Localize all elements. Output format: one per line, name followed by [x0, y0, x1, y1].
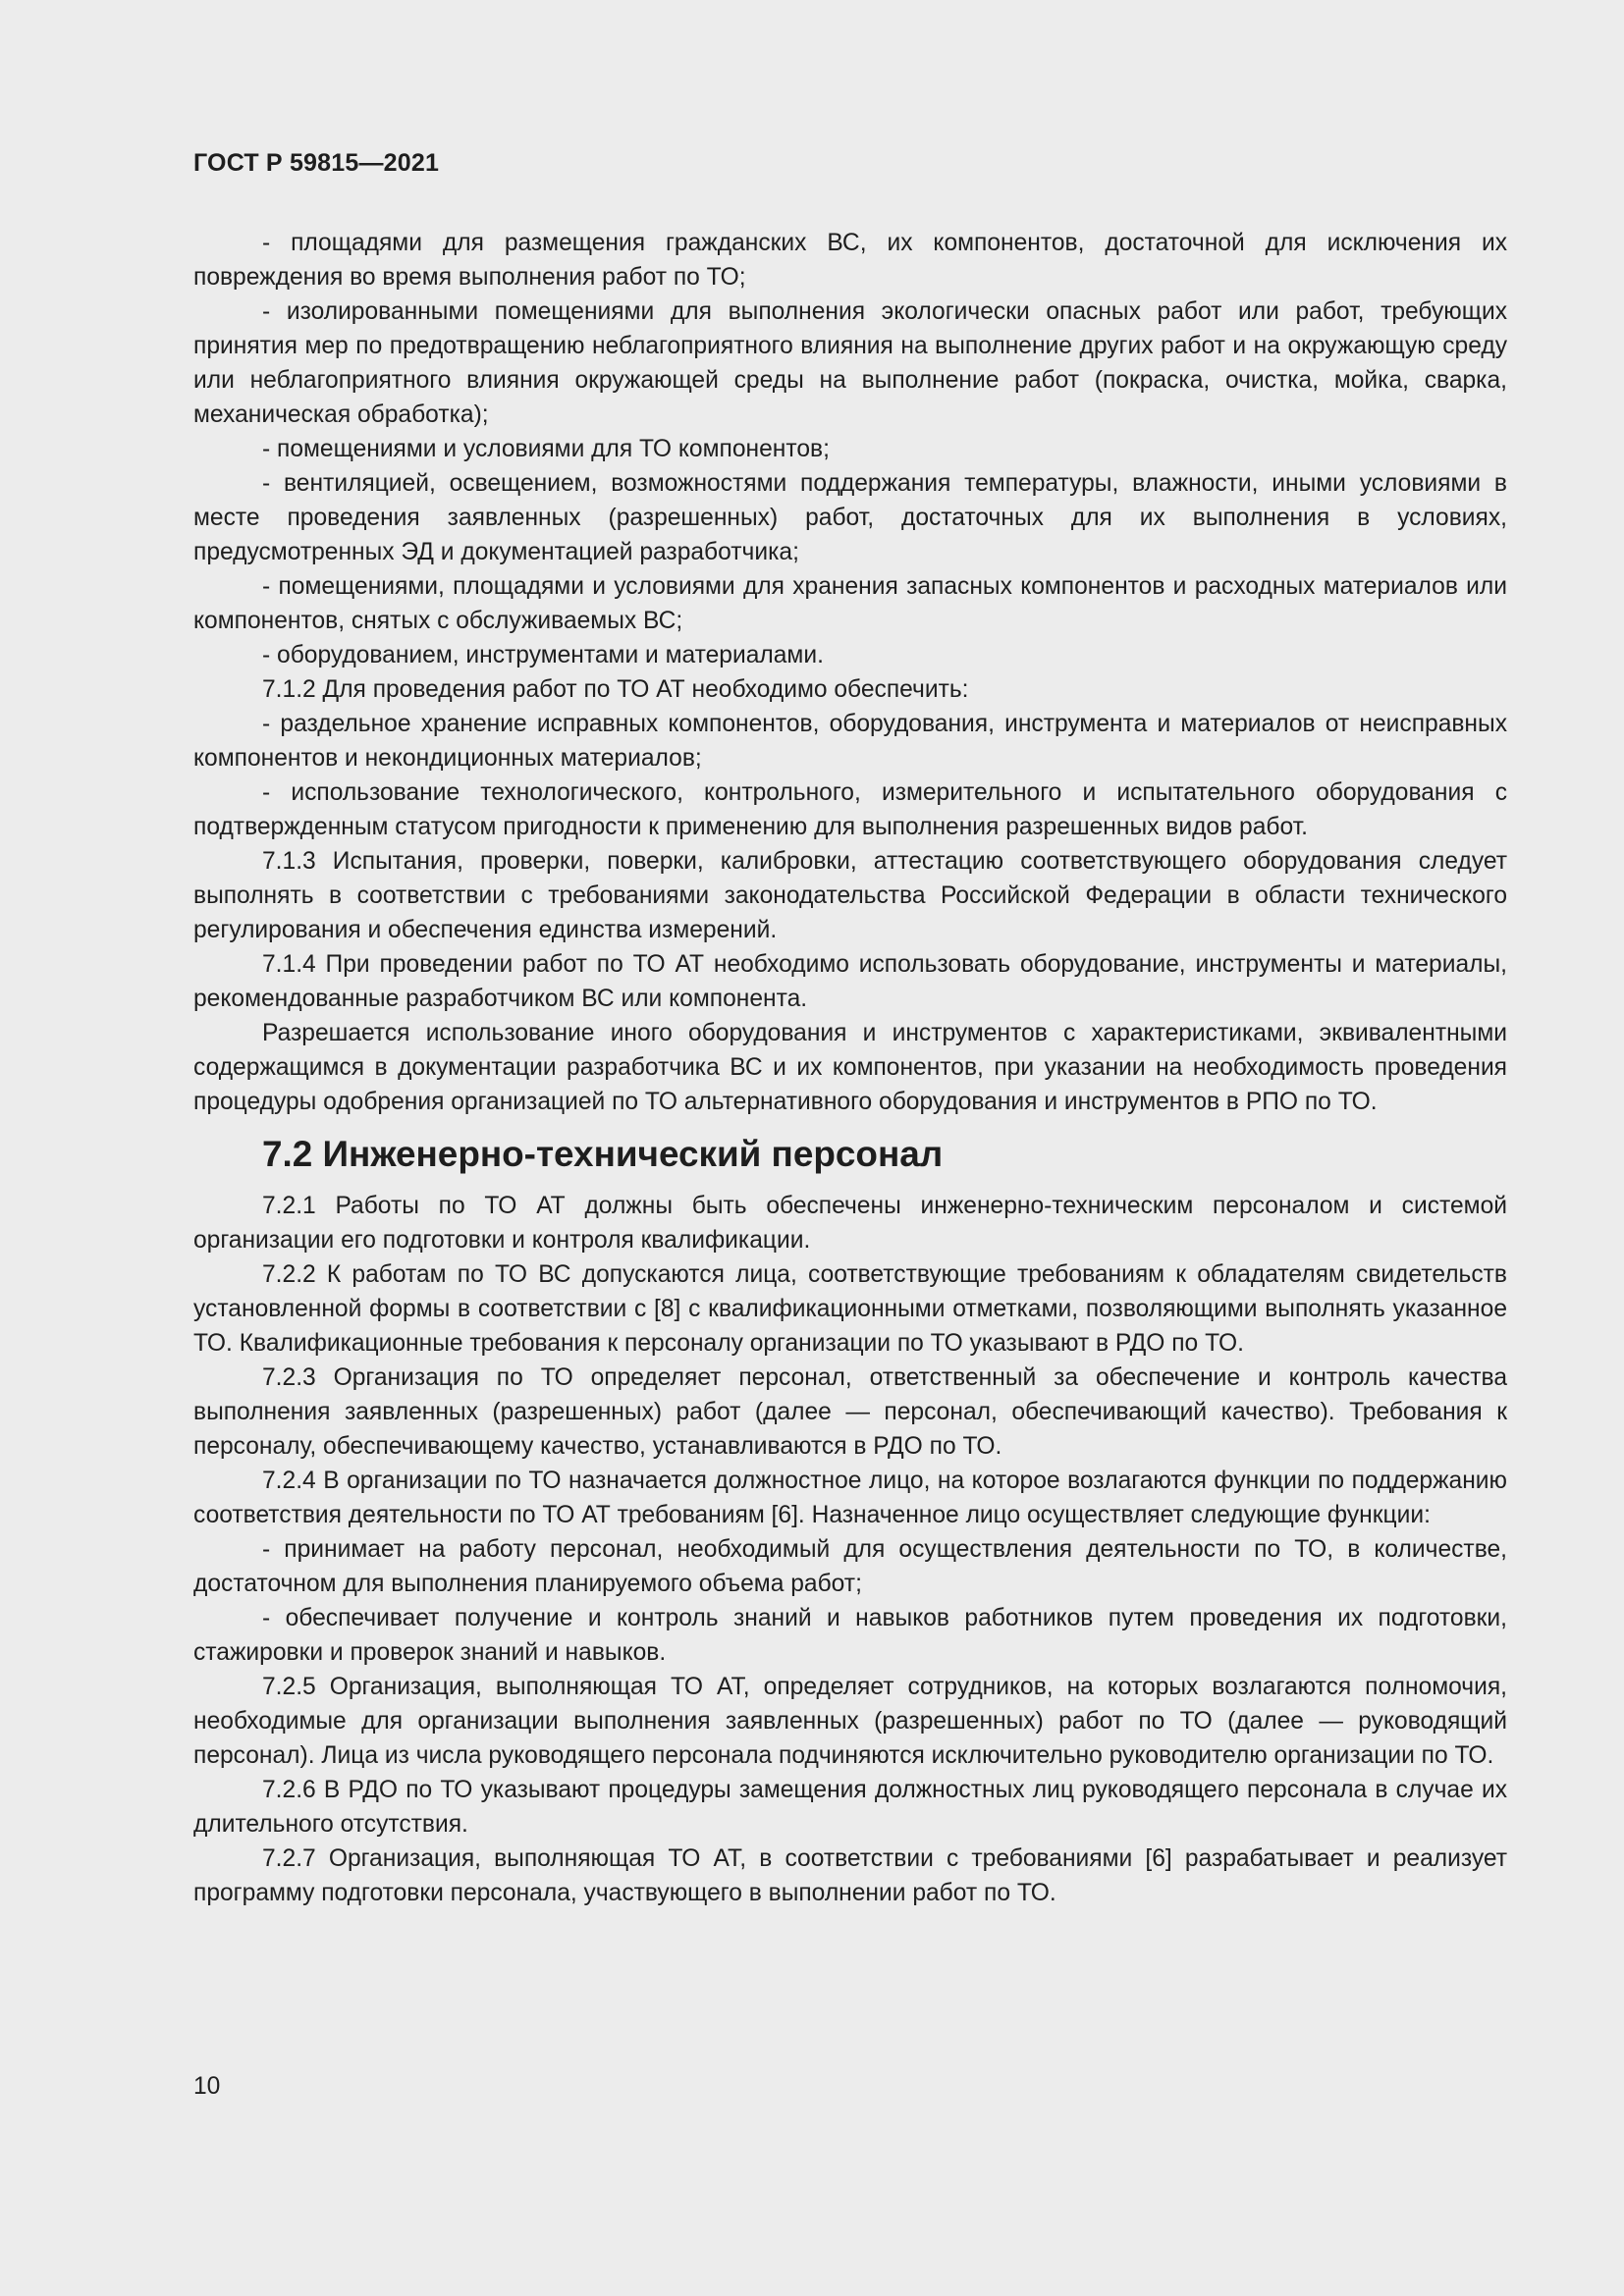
clause-7-1-2: 7.1.2 Для проведения работ по ТО АТ необходимо обеспечить:: [262, 676, 969, 703]
paragraph: - использование технологического, контрольного, измерительного и испытательного оборудования с подтвержденным статусом пригодности к применению для выполнения разрешенных видов работ.: [193, 779, 1507, 840]
standard-code-header: ГОСТ Р 59815—2021: [193, 149, 440, 177]
paragraph: - раздельное хранение исправных компонентов, оборудования, инструмента и материалов от неисправных компонентов и некондиционных материалов;: [193, 711, 1507, 772]
paragraph: - обеспечивает получение и контроль знаний и навыков работников путем проведения их подготовки, стажировки и проверок знаний и навыков.: [193, 1605, 1507, 1666]
page-number: 10: [193, 2073, 221, 2100]
section-heading-7-2: 7.2 Инженерно-технический персонал: [262, 1134, 944, 1174]
clause-7-2-3: 7.2.3 Организация по ТО определяет персонал, ответственный за обеспечение и контроль качества выполнения заявленных (разрешенных) работ (далее — персонал, обеспечивающий качество). Требования к персоналу, обеспечивающему качество, устанавливаются в РДО по ТО.: [193, 1364, 1507, 1460]
paragraph: - помещениями и условиями для ТО компонентов;: [262, 436, 830, 462]
page-body: [193, 226, 1507, 1910]
clause-7-2-4: 7.2.4 В организации по ТО назначается должностное лицо, на которое возлагаются функции по поддержанию соответствия деятельности по ТО АТ требованиям [6]. Назначенное лицо осуществляет следующие функции:: [193, 1468, 1507, 1528]
paragraph: - изолированными помещениями для выполнения экологически опасных работ или работ, требующих принятия мер по предотвращению неблагоприятного влияния на выполнение других работ и на окружающую среду или неблагоприятного влияния окружающей среды на выполнение работ (покраска, очистка, мойка, сварка, механическая обработка);: [193, 298, 1507, 428]
clause-7-2-1: 7.2.1 Работы по ТО АТ должны быть обеспечены инженерно-техническим персоналом и системой организации его подготовки и контроля квалификации.: [193, 1193, 1507, 1254]
paragraph: Разрешается использование иного оборудования и инструментов с характеристиками, эквивалентными содержащимся в документации разработчика ВС и их компонентов, при указании на необходимость проведения процедуры одобрения организацией по ТО альтернативного оборудования и инструментов в РПО по ТО.: [193, 1020, 1507, 1115]
clause-7-1-3: 7.1.3 Испытания, проверки, поверки, калибровки, аттестацию соответствующего оборудования следует выполнять в соответствии с требованиями законодательства Российской Федерации в области технического регулирования и обеспечения единства измерений.: [193, 848, 1507, 943]
clause-7-1-4: 7.1.4 При проведении работ по ТО АТ необходимо использовать оборудование, инструменты и материалы, рекомендованные разработчиком ВС или компонента.: [193, 951, 1507, 1012]
clause-7-2-7: 7.2.7 Организация, выполняющая ТО АТ, в соответствии с требованиями [6] разрабатывает и реализует программу подготовки персонала, участвующего в выполнении работ по ТО.: [193, 1845, 1507, 1906]
clause-7-2-5: 7.2.5 Организация, выполняющая ТО АТ, определяет сотрудников, на которых возлагаются полномочия, необходимые для организации выполнения заявленных (разрешенных) работ по ТО (далее — руководящий персонал). Лица из числа руководящего персонала подчиняются исключительно руководителю организации по ТО.: [193, 1674, 1507, 1769]
clause-7-2-2: 7.2.2 К работам по ТО ВС допускаются лица, соответствующие требованиям к обладателям свидетельств установленной формы в соответствии с [8] с квалификационными отметками, позволяющими выполнять указанное ТО. Квалификационные требования к персоналу организации по ТО указывают в РДО по ТО.: [193, 1261, 1507, 1357]
paragraph: - оборудованием, инструментами и материалами.: [262, 642, 824, 668]
paragraph: - вентиляцией, освещением, возможностями поддержания температуры, влажности, иными условиями в месте проведения заявленных (разрешенных) работ, достаточных для их выполнения в условиях, предусмотренных ЭД и документацией разработчика;: [193, 470, 1507, 565]
paragraph: - принимает на работу персонал, необходимый для осуществления деятельности по ТО, в количестве, достаточном для выполнения планируемого объема работ;: [193, 1536, 1507, 1597]
paragraph: - помещениями, площадями и условиями для хранения запасных компонентов и расходных материалов или компонентов, снятых с обслуживаемых ВС;: [193, 573, 1507, 634]
paragraph: - площадями для размещения гражданских ВС, их компонентов, достаточной для исключения их повреждения во время выполнения работ по ТО;: [193, 230, 1507, 291]
clause-7-2-6: 7.2.6 В РДО по ТО указывают процедуры замещения должностных лиц руководящего персонала в случае их длительного отсутствия.: [193, 1777, 1507, 1838]
